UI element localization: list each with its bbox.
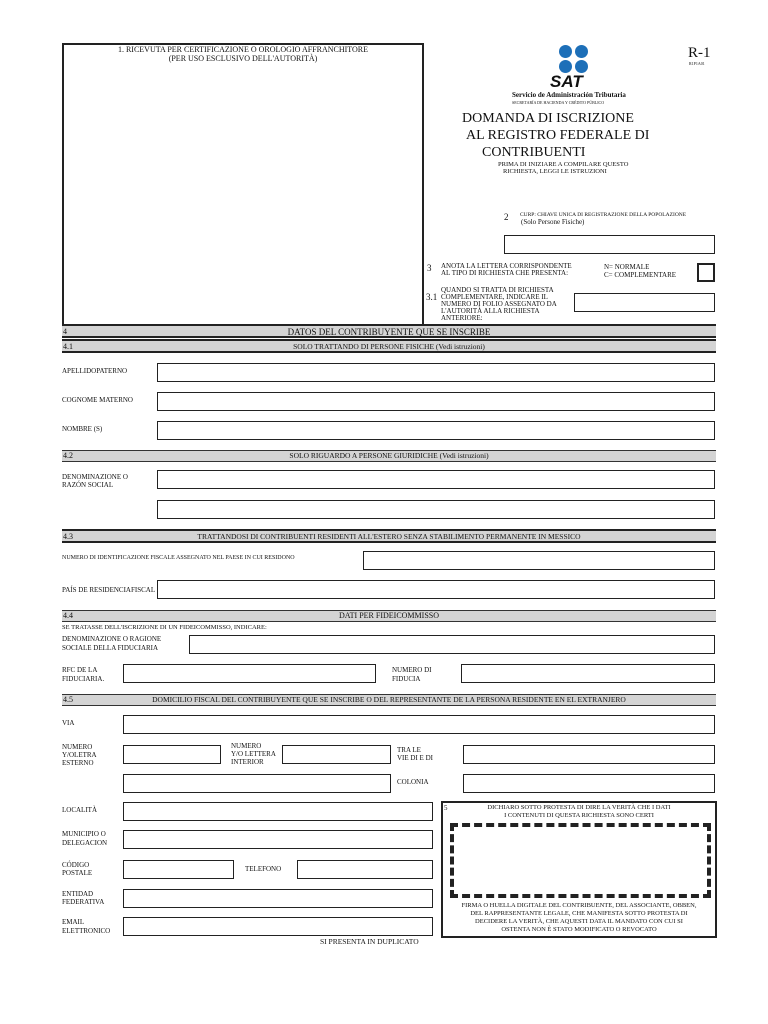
sec5-title-2: I CONTENUTI DI QUESTA RICHIESTA SONO CERTI — [504, 812, 654, 819]
apellido-paterno-input[interactable] — [157, 363, 715, 382]
apellido-paterno-label: APELLIDOPATERNO — [62, 367, 128, 375]
sec42-title: SOLO RIGUARDO A PERSONE GIURIDICHE (Vedi istruzioni) — [289, 451, 489, 460]
via-input[interactable] — [123, 715, 715, 734]
sec2-label: CURP: CHIAVE UNICA DI REGISTRAZIONE DELLA POPOLAZIONE — [520, 212, 687, 218]
form-title-line: AL REGISTRO FEDERALE DI — [466, 128, 650, 143]
numero-esterno-label-2: Y/OLETRA — [62, 751, 97, 759]
form-code-sub: R1P1A01 — [689, 61, 705, 66]
sec31-number: 3.1 — [426, 292, 438, 302]
sec45-title: DOMICILIO FISCAL DEL CONTRIBUYENTE QUE SE INSCRIBE O DEL REPRESENTANTE DE LA PERSONA RESIDENTE EN EL EXTRANJERO — [152, 695, 626, 704]
telefono-input[interactable] — [297, 860, 433, 879]
sec44-number: 4.4 — [63, 611, 73, 620]
fiduciaria-name-label-1: DENOMINAZIONE O RAGIONE — [62, 635, 162, 643]
logo-acronym: SAT — [550, 72, 583, 91]
form-code: R-1 — [688, 45, 711, 61]
nombre-label: NOMBRE (S) — [62, 425, 103, 433]
form-title-line: DOMANDA DI ISCRIZIONE — [462, 111, 634, 126]
numero-fiducia-label-2: FIDUCIA — [392, 675, 421, 683]
fiduciaria-name-label-2: SOCIALE DELLA FIDUCIARIA — [62, 644, 159, 652]
municipio-label-1: MUNICIPIO O — [62, 830, 106, 838]
sec2-number: 2 — [504, 212, 509, 222]
sec31-label-5: ANTERIORE: — [441, 314, 483, 322]
sat-logo — [508, 44, 638, 108]
fiscal-id-input[interactable] — [363, 551, 715, 570]
sec41-title: SOLO TRATTANDO DI PERSONE FISICHE (Vedi istruzioni) — [293, 342, 485, 351]
sec3-label-1: ANOTA LA LETTERA CORRISPONDENTE — [441, 262, 572, 270]
duplicate-note: SI PRESENTA IN DUPLICATO — [320, 937, 419, 946]
municipio-input[interactable] — [123, 830, 433, 849]
colonia-input[interactable] — [463, 774, 715, 793]
rfc-fiduciaria-input[interactable] — [123, 664, 376, 683]
codigo-postale-label-1: CÓDIGO — [62, 861, 90, 869]
numero-interior-label-2: Y/O LETTERA — [231, 750, 276, 758]
nombre-input[interactable] — [157, 421, 715, 440]
sec44-title: DATI PER FIDEICOMMISSO — [338, 611, 439, 620]
sec4-header — [62, 324, 716, 338]
localita-input[interactable] — [123, 802, 433, 821]
folio-input[interactable] — [574, 293, 715, 312]
sec3-label-2: AL TIPO DI RICHIESTA CHE PRESENTA: — [441, 269, 569, 277]
sec43-header — [62, 529, 716, 543]
curp-input[interactable] — [504, 235, 715, 254]
numero-interior-label-1: NUMERO — [231, 742, 262, 750]
colonia-label: COLONIA — [397, 778, 429, 786]
rfc-fiduciaria-label-2: FIDUCIARIA. — [62, 675, 105, 683]
sec31-label-3: NUMERO DI FOLIO ASSEGNATO DA — [441, 300, 557, 308]
sec44-header — [62, 610, 716, 622]
sec4-number: 4 — [63, 327, 67, 336]
sec45-header — [62, 694, 716, 706]
sec5-footer-3: DECIDERE LA VERITÀ, CHE AQUESTI DATA IL MANDATO CON CUI SI — [475, 918, 683, 925]
localita-label: LOCALITÀ — [62, 806, 97, 814]
option-normale: N= NORMALE — [604, 263, 650, 271]
sec31-label-4: L'AUTORITÀ ALLA RICHIESTA — [441, 307, 540, 315]
fiscal-country-input[interactable] — [157, 580, 715, 599]
fiscal-country-label: PAÍS DE RESIDENCIAFISCAL — [62, 586, 156, 594]
sec2-sublabel: (Solo Persone Fisiche) — [521, 218, 585, 226]
sec5-footer-1: FIRMA O HUELLA DIGITALE DEL CONTRIBUENTE, DEL ASSOCIANTE, OBBEN, — [461, 902, 697, 909]
cognome-materno-input[interactable] — [157, 392, 715, 411]
sec41-number: 4.1 — [63, 342, 73, 351]
numero-esterno-input[interactable] — [123, 745, 221, 764]
instruction-line-1: PRIMA DI INIZIARE A COMPILARE QUESTO — [498, 161, 629, 168]
entidad-label-2: FEDERATIVA — [62, 898, 105, 906]
logo-dot-icon — [575, 45, 588, 58]
instruction-line-2: RICHIESTA, LEGGI LE ISTRUZIONI — [503, 168, 607, 175]
rfc-fiduciaria-label-1: RFC DE LA — [62, 666, 98, 674]
sec43-number: 4.3 — [63, 532, 73, 541]
sec42-header — [62, 450, 716, 462]
sec5-footer-2: DEL RAPPRESENTANTE LEGALE, CHE MANIFESTA SOTTO PROTESTA DI — [470, 910, 688, 917]
between-streets-input[interactable] — [463, 745, 715, 764]
sec45-number: 4.5 — [63, 695, 73, 704]
between-streets-label-2: VIE DI E DI — [397, 754, 433, 762]
address-extra-input[interactable] — [123, 774, 391, 793]
municipio-label-2: DELEGACION — [62, 839, 108, 847]
form-title — [462, 110, 672, 161]
logo-name: Servicio de Administración Tributaria — [512, 91, 626, 99]
option-complementare: C= COMPLEMENTARE — [604, 271, 677, 279]
receipt-line-2: (PER USO ESCLUSIVO DELL'AUTORITÀ) — [168, 54, 318, 63]
codigo-postale-label-2: POSTALE — [62, 869, 93, 877]
cognome-materno-label: COGNOME MATERNO — [62, 396, 133, 404]
numero-esterno-label-3: ESTERNO — [62, 759, 94, 767]
form-title-line: CONTRIBUENTI — [482, 145, 586, 160]
numero-interior-input[interactable] — [282, 745, 391, 764]
numero-fiducia-label-1: NUMERO DI — [392, 666, 432, 674]
email-label-1: EMAIL — [62, 918, 85, 926]
request-type-input[interactable] — [697, 263, 715, 282]
sec31-label-2: COMPLEMENTARE, INDICARE IL — [441, 293, 548, 301]
receipt-line-1: 1. RICEVUTA PER CERTIFICAZIONE O OROLOGIO AFFRANCHITORE — [117, 45, 369, 54]
numero-interior-label-3: INTERIOR — [231, 758, 264, 766]
between-streets-label-1: TRA LE — [397, 746, 421, 754]
fideicommisso-intro: SE TRATASSE DELL'ISCRIZIONE DI UN FIDEICOMMISSO, INDICARE: — [62, 624, 267, 631]
numero-esterno-label-1: NUMERO — [62, 743, 93, 751]
signature-area[interactable] — [450, 823, 711, 898]
entidad-input[interactable] — [123, 889, 433, 908]
sec41-header — [62, 339, 716, 353]
sec4-title: DATOS DEL CONTRIBUYENTE QUE SE INSCRIBE — [287, 327, 491, 337]
sec5-number: 5 — [444, 804, 448, 812]
razon-social-input-1[interactable] — [157, 470, 715, 489]
sec42-number: 4.2 — [63, 451, 73, 460]
fiduciaria-name-input[interactable] — [189, 635, 715, 654]
email-label-2: ELETTRONICO — [62, 927, 111, 935]
telefono-label: TELEFONO — [245, 865, 282, 873]
via-label: VIA — [62, 719, 75, 727]
logo-dot-icon — [559, 45, 572, 58]
sec43-title: TRATTANDOSI DI CONTRIBUENTI RESIDENTI ALL'ESTERO SENZA STABILIMENTO PERMANENTE IN MESSICO — [197, 532, 581, 541]
denominazione-label-1: DENOMINAZIONE O — [62, 473, 128, 481]
sec5-title-1: DICHIARO SOTTO PROTESTA DI DIRE LA VERITÀ CHE I DATI — [487, 804, 671, 811]
receipt-box — [62, 43, 424, 326]
denominazione-label-2: RAZÓN SOCIAL — [62, 481, 114, 489]
sec31-label-1: QUANDO SI TRATTA DI RICHIESTA — [441, 286, 554, 294]
razon-social-input-2[interactable] — [157, 500, 715, 519]
fiscal-id-label: NUMERO DI IDENTIFICAZIONE FISCALE ASSEGNATO NEL PAESE IN CUI RESIDONO — [62, 555, 295, 561]
entidad-label-1: ENTIDAD — [62, 890, 94, 898]
sec3-number: 3 — [427, 263, 432, 273]
sec5-footer-4: OSTENTA NON È STATO MODIFICATO O REVOCATO — [501, 926, 657, 933]
numero-fiducia-input[interactable] — [461, 664, 715, 683]
codigo-postale-input[interactable] — [123, 860, 234, 879]
logo-subtitle: SECRETARÍA DE HACIENDA Y CRÉDITO PÚBLICO — [512, 100, 605, 105]
email-input[interactable] — [123, 917, 433, 936]
